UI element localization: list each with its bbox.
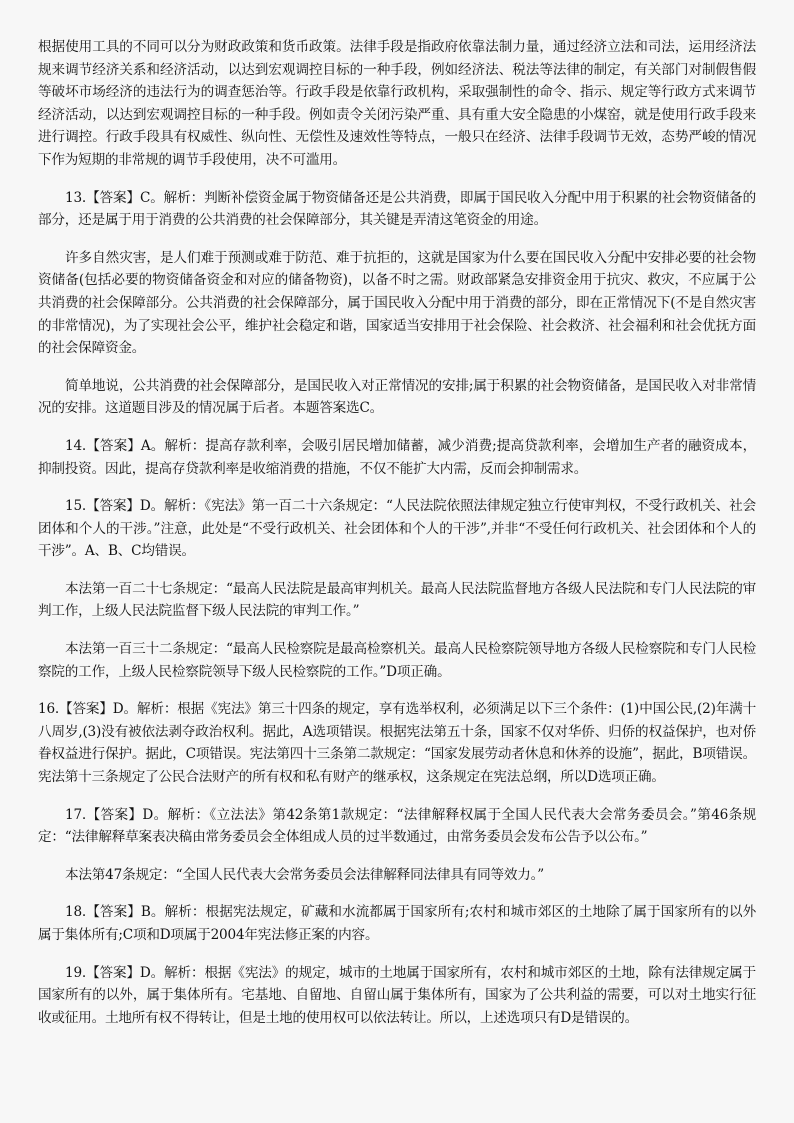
paragraph-answer-13: 13.【答案】C。解析：判断补偿资金属于物资储备还是公共消费，即属于国民收入分配中用于积累的社会物资储备的部分，还是属于用于消费的公共消费的社会保障部分，其关键是弄清这笔资金的用途。 xyxy=(38,189,756,229)
paragraph-answer-16: 16.【答案】D。解析：根据《宪法》第三十四条的规定，享有选举权利，必须满足以下三个条件：(1)中国公民,(2)年满十八周岁,(3)没有被依法剥夺政治权利。据此，A选项错误。根据宪法第五十条，国家不仅对华侨、归侨的权益保护，也对侨眷权益进行保护。据此，C项错误。宪法第四十三条第二款规定：“国家发展劳动者休息和休养的设施”，据此，B项错误。宪法第十三条规定了公民合法财产的所有权和私有财产的继承权，这条规定在宪法总纲，所以D选项正确。 xyxy=(38,701,756,786)
paragraph-policy-tools: 根据使用工具的不同可以分为财政政策和货币政策。法律手段是指政府依靠法制力量，通过经济立法和司法，运用经济法规来调节经济关系和经济活动，以达到宏观调控目标的一种手段，例如经济法、税法等法律的制定，有关部门对制假售假等破坏市场经济的违法行为的调查惩治等。行政手段是依靠行政机构，采取强制性的命令、指示、规定等行政方式来调节经济活动，以达到宏观调控目标的一种手段。例如责令关闭污染严重、具有重大安全隐患的小煤窑，就是使用行政手段来进行调控。行政手段具有权威性、纵向性、无偿性及速效性等特点，一般只在经济、法律手段调节无效，态势严峻的情况下作为短期的非常规的调节手段使用，决不可滥用。 xyxy=(38,39,756,168)
paragraph-answer-18: 18.【答案】B。解析：根据宪法规定，矿藏和水流都属于国家所有;农村和城市郊区的土地除了属于国家所有的以外属于集体所有;C项和D项属于2004年宪法修正案的内容。 xyxy=(38,904,756,943)
paragraph-article-127: 本法第一百二十七条规定：“最高人民法院是最高审判机关。最高人民法院监督地方各级人民法院和专门人民法院的审判工作，上级人民法院监督下级人民法院的审判工作。” xyxy=(38,580,756,620)
paragraph-natural-disaster: 许多自然灾害，是人们难于预测或难于防范、难于抗拒的，这就是国家为什么要在国民收入分配中安排必要的社会物资储备(包括必要的物资储备资金和对应的储备物资)，以备不时之需。财政部紧急安排资金用于抗灾、救灾，不应属于公共消费的社会保障部分。公共消费的社会保障部分，属于国民收入分配中用于消费的部分，即在正常情况下(不是自然灾害的非常情况)，为了实现社会公平，维护社会稳定和谐，国家适当安排用于社会保险、社会救济、社会福利和社会优抚方面的社会保障资金。 xyxy=(38,249,756,357)
paragraph-summary-13: 简单地说，公共消费的社会保障部分，是国民收入对正常情况的安排;属于积累的社会物资储备，是国民收入对非常情况的安排。这道题目涉及的情况属于后者。本题答案选C。 xyxy=(38,377,756,417)
paragraph-answer-17: 17.【答案】D。解析：《立法法》第42条第1款规定：“法律解释权属于全国人民代表大会常务委员会。”第46条规定：“法律解释草案表决稿由常务委员会全体组成人员的过半数通过，由常务委员会发布公告予以公布。” xyxy=(38,806,756,846)
paragraph-answer-19: 19.【答案】D。解析：根据《宪法》的规定，城市的土地属于国家所有，农村和城市郊区的土地，除有法律规定属于国家所有的以外，属于集体所有。宅基地、自留地、自留山属于集体所有，国家为了公共利益的需要，可以对土地实行征收或征用。土地所有权不得转让，但是土地的使用权可以依法转让。所以，上述选项只有D是错误的。 xyxy=(38,964,756,1026)
paragraph-article-132: 本法第一百三十二条规定：“最高人民检察院是最高检察机关。最高人民检察院领导地方各级人民检察院和专门人民检察院的工作，上级人民检察院领导下级人民检察院的工作。”D项正确。 xyxy=(38,641,756,680)
paragraph-answer-15: 15.【答案】D。解析：《宪法》第一百二十六条规定：“人民法院依照法律规定独立行使审判权，不受行政机关、社会团体和个人的干涉。”注意，此处是“不受行政机关、社会团体和个人的干涉”,并非“不受任何行政机关、社会团体和个人的干涉”。A、B、C均错误。 xyxy=(38,498,756,560)
paragraph-article-47: 本法第47条规定：“全国人民代表大会常务委员会法律解释同法律具有同等效力。” xyxy=(65,866,544,883)
paragraph-answer-14: 14.【答案】A。解析：提高存款利率，会吸引居民增加储蓄，减少消费;提高贷款利率，会增加生产者的融资成本，抑制投资。因此，提高存贷款利率是收缩消费的措施，不仅不能扩大内需，反而会抑制需求。 xyxy=(38,437,756,477)
